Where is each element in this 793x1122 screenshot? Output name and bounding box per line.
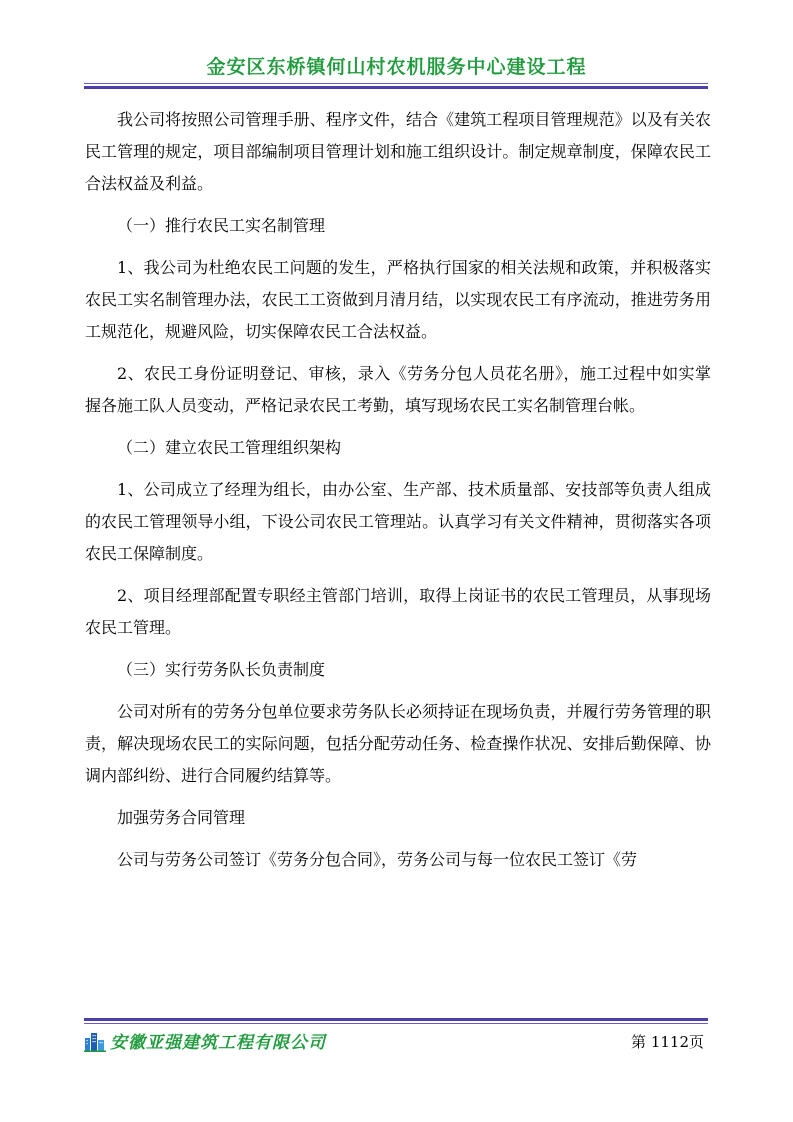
document-body [85, 104, 711, 886]
page-footer [84, 1028, 708, 1058]
company-logo [84, 1028, 326, 1053]
paragraph: 2、项目经理部配置专职经主管部门培训，取得上岗证书的农民工管理员，从事现场农民工管理。 [85, 586, 711, 637]
header-title: 金安区东桥镇何山村农机服务中心建设工程 [206, 56, 587, 78]
paragraph: 1、我公司为杜绝农民工问题的发生，严格执行国家的相关法规和政策，并积极落实农民工实名制管理办法，农民工工资做到月清月结，以实现农民工有序流动，推进劳务用工规范化，规避风险，切实保障农民工合法权益。 [85, 258, 711, 341]
page-header [0, 52, 793, 79]
paragraph: 我公司将按照公司管理手册、程序文件，结合《建筑工程项目管理规范》以及有关农民工管理的规定，项目部编制项目管理计划和施工组织设计。制定规章制度，保障农民工合法权益及利益。 [85, 110, 711, 193]
company-name: 安徽亚强建筑工程有限公司 [110, 1033, 326, 1053]
section-heading: 加强劳务合同管理 [117, 808, 246, 827]
section-heading: （三）实行劳务队长负责制度 [117, 660, 326, 679]
page-number: 第 1112页 [631, 1033, 704, 1051]
paragraph: 2、农民工身份证明登记、审核，录入《劳务分包人员花名册》，施工过程中如实掌握各施工队人员变动，严格记录农民工考勤，填写现场农民工实名制管理台帐。 [85, 364, 711, 415]
footer-divider [84, 1018, 708, 1024]
paragraph: 公司与劳务公司签订《劳务分包合同》，劳务公司与每一位农民工签订《劳 [117, 850, 638, 869]
section-heading: （二）建立农民工管理组织架构 [117, 438, 342, 457]
section-heading: （一）推行农民工实名制管理 [117, 216, 326, 235]
paragraph: 公司对所有的劳务分包单位要求劳务队长必须持证在现场负责，并履行劳务管理的职责，解决现场农民工的实际问题，包括分配劳动任务、检查操作状况、安排后勤保障、协调内部纠纷、进行合同履约结算等。 [85, 702, 711, 785]
header-divider [84, 83, 708, 89]
paragraph: 1、公司成立了经理为组长，由办公室、生产部、技术质量部、安技部等负责人组成的农民工管理领导小组，下设公司农民工管理站。认真学习有关文件精神，贯彻落实各项农民工保障制度。 [85, 480, 711, 563]
building-logo-icon [84, 1030, 106, 1052]
